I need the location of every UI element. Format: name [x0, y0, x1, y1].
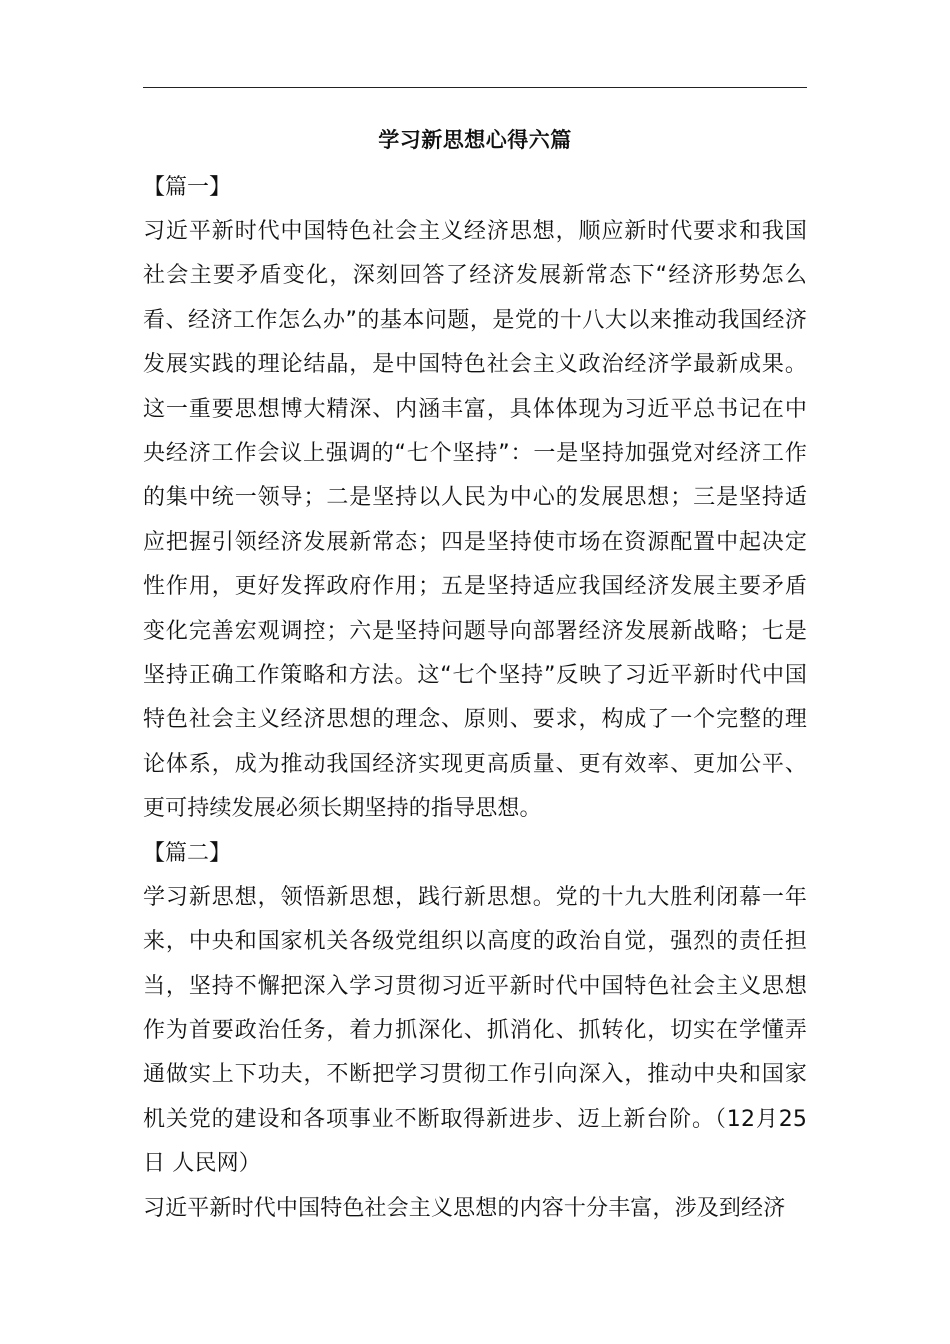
section-2 [143, 832, 807, 1231]
document-body [143, 118, 807, 1231]
section-1-paragraph-1: 习近平新时代中国特色社会主义经济思想，顺应新时代要求和我国社会主要矛盾变化，深刻回答了经济发展新常态下“经济形势怎么看、经济工作怎么办”的基本问题，是党的十八大以来推动我国经济发展实践的理论结晶，是中国特色社会主义政治经济学最新成果。这一重要思想博大精深、内涵丰富，具体体现为习近平总书记在中央经济工作会议上强调的“七个坚持”：一是坚持加强党对经济工作的集中统一领导；二是坚持以人民为中心的发展思想；三是坚持适应把握引领经济发展新常态；四是坚持使市场在资源配置中起决定性作用，更好发挥政府作用；五是坚持适应我国经济发展主要矛盾变化完善宏观调控；六是坚持问题导向部署经济发展新战略；七是坚持正确工作策略和方法。这“七个坚持”反映了习近平新时代中国特色社会主义经济思想的理念、原则、要求，构成了一个完整的理论体系，成为推动我国经济实现更高质量、更有效率、更加公平、更可持续发展必须长期坚持的指导思想。 [143, 219, 807, 822]
section-heading: 【篇二】 [143, 840, 232, 866]
section-2-paragraph-1: 学习新思想，领悟新思想，践行新思想。党的十九大胜利闭幕一年来，中央和国家机关各级党组织以高度的政治自觉，强烈的责任担当，坚持不懈把深入学习贯彻习近平新时代中国特色社会主义思想作为首要政治任务，着力抓深化、抓消化、抓转化，切实在学懂弄通做实上下功夫，不断把学习贯彻工作引向深入，推动中央和国家机关党的建设和各项事业不断取得新进步、迈上新台阶。（12月25日 人民网） [143, 884, 807, 1177]
document-title: 学习新思想心得六篇 [378, 128, 572, 152]
section-2-paragraph-2: 习近平新时代中国特色社会主义思想的内容十分丰富，涉及到经济 [143, 1195, 786, 1221]
section-heading: 【篇一】 [143, 175, 232, 200]
section-1 [143, 166, 807, 832]
header-rule [143, 87, 807, 88]
